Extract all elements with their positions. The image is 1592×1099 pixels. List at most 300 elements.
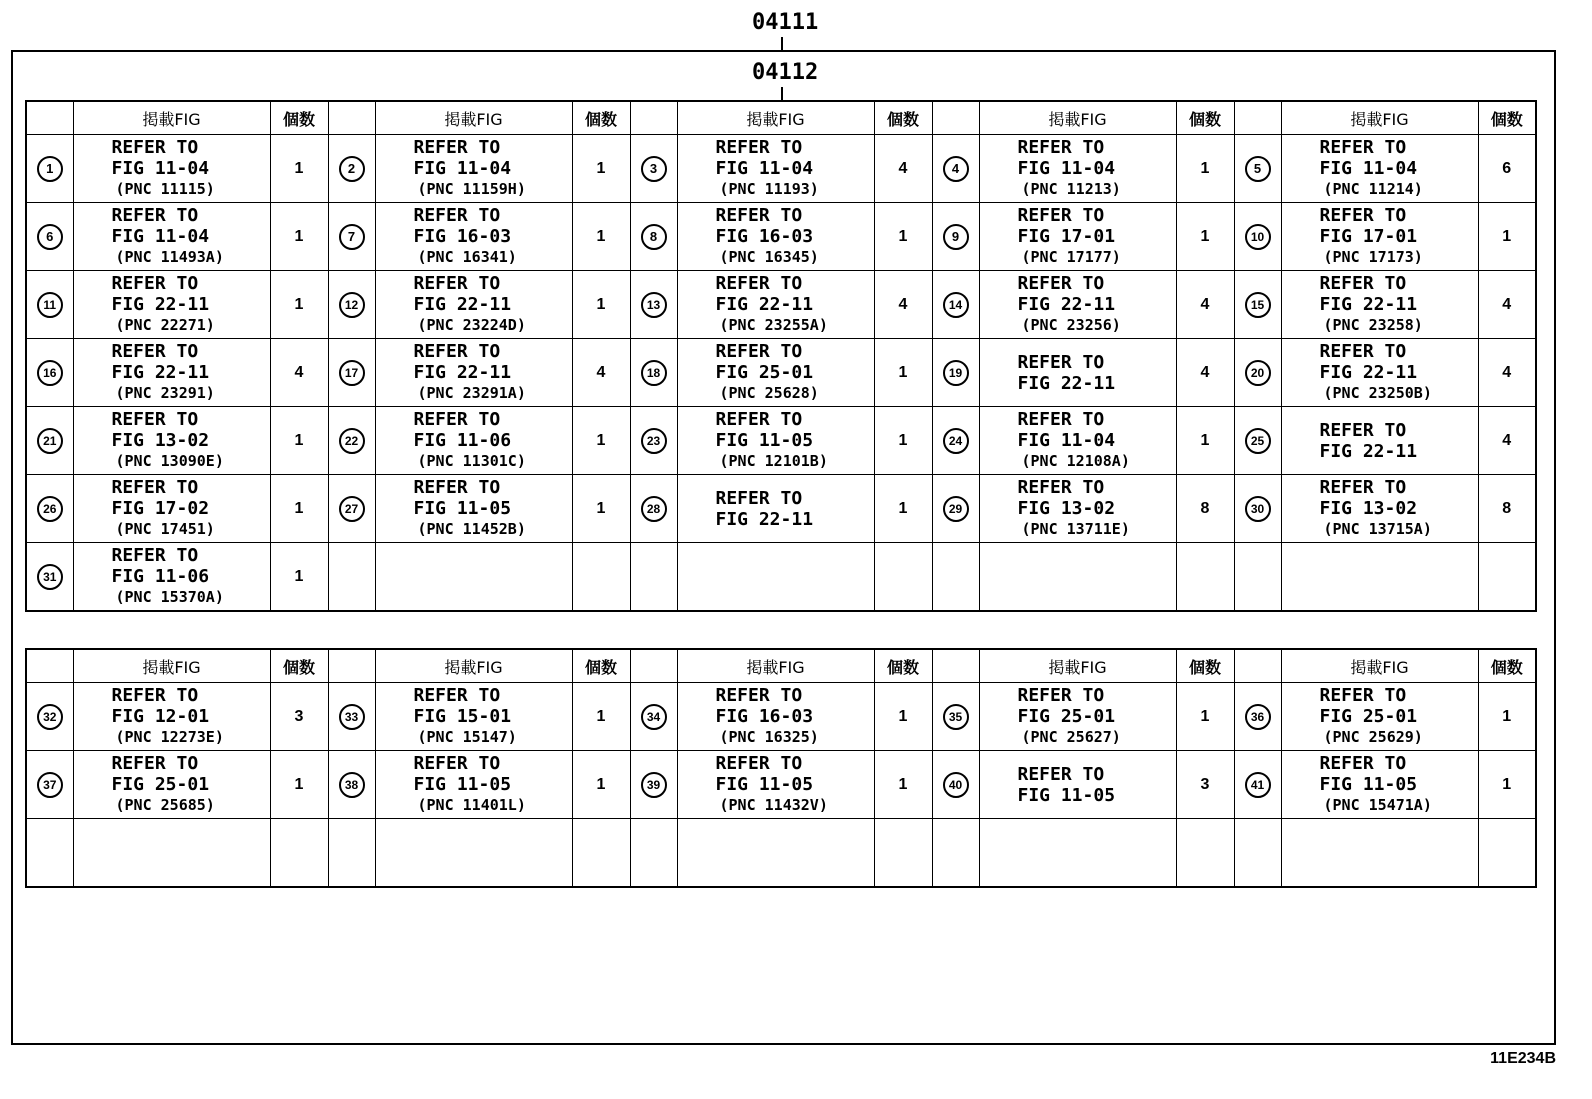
quantity-cell: 1 [270,543,328,612]
callout-number: 26 [37,496,63,522]
pnc-text: (PNC 11115) [115,180,215,198]
fig-reference-cell [677,339,874,407]
refer-to-text: REFER TO [111,477,199,498]
fig-number-text: FIG 11-04 [413,158,512,179]
fig-reference-cell [1281,751,1478,819]
refer-to-text: REFER TO [111,205,199,226]
pnc-text: (PNC 25685) [115,796,215,814]
fig-reference-cell [979,751,1176,819]
part-number-cell [328,683,375,751]
pnc-text: (PNC 17173) [1323,248,1423,266]
header-qty-cell: 個数 [270,649,328,683]
callout-number: 8 [641,224,667,250]
refer-to-text: REFER TO [715,487,803,509]
table-row [26,543,1536,612]
callout-number: 27 [339,496,365,522]
quantity-cell: 1 [1176,135,1234,203]
table-row [26,339,1536,407]
fig-reference-cell [979,683,1176,751]
part-number-cell [1234,751,1281,819]
quantity-cell: 4 [1478,271,1536,339]
pnc-text: (PNC 15471A) [1323,796,1432,814]
part-number-cell [630,203,677,271]
fig-number-text: FIG 11-06 [413,430,512,451]
pnc-text: (PNC 11401L) [417,796,526,814]
quantity-cell: 1 [270,135,328,203]
quantity-cell: 1 [874,475,932,543]
fig-reference-cell [73,543,270,612]
parts-reference-table-1 [25,100,1537,612]
refer-to-text: REFER TO [715,137,803,158]
header-number-cell [26,649,73,683]
part-number-cell [630,271,677,339]
callout-number: 20 [1245,360,1271,386]
pnc-text: (PNC 25627) [1021,728,1121,746]
quantity-cell: 4 [572,339,630,407]
callout-number: 29 [943,496,969,522]
callout-number: 34 [641,704,667,730]
part-number-cell [26,339,73,407]
part-number-cell [328,271,375,339]
callout-number: 41 [1245,772,1271,798]
fig-number-text: FIG 11-04 [111,158,210,179]
callout-number: 2 [339,156,365,182]
part-number-cell [630,135,677,203]
part-number-cell [328,751,375,819]
fig-reference-cell [979,271,1176,339]
refer-to-text: REFER TO [1319,685,1407,706]
callout-number: 32 [37,704,63,730]
fig-reference-cell [979,135,1176,203]
callout-number: 18 [641,360,667,386]
fig-number-text: FIG 13-02 [1017,498,1116,519]
fig-reference-cell [1281,819,1478,888]
refer-to-text: REFER TO [1017,205,1105,226]
quantity-cell [1176,543,1234,612]
part-number-cell [932,271,979,339]
header-qty-cell: 個数 [270,101,328,135]
part-number-cell [1234,135,1281,203]
part-number-cell [328,543,375,612]
callout-number: 24 [943,428,969,454]
part-number-cell [26,751,73,819]
part-number-cell [630,475,677,543]
pnc-text: (PNC 15147) [417,728,517,746]
refer-to-text: REFER TO [1017,409,1105,430]
callout-number: 21 [37,428,63,454]
part-number-cell [932,339,979,407]
callout-number: 23 [641,428,667,454]
refer-to-text: REFER TO [715,205,803,226]
quantity-cell: 1 [572,203,630,271]
header-fig-cell: 掲載FIG [375,649,572,683]
fig-number-text: FIG 22-11 [1319,440,1418,462]
fig-number-text: FIG 11-04 [1017,158,1116,179]
fig-reference-cell [73,819,270,888]
quantity-cell: 8 [1478,475,1536,543]
fig-reference-cell [1281,203,1478,271]
table-row [26,271,1536,339]
fig-reference-cell [1281,543,1478,612]
callout-number: 38 [339,772,365,798]
part-number-cell [26,203,73,271]
part-number-cell [630,407,677,475]
fig-reference-cell [1281,135,1478,203]
callout-number: 4 [943,156,969,182]
quantity-cell: 1 [1176,683,1234,751]
refer-to-text: REFER TO [111,685,199,706]
callout-number: 39 [641,772,667,798]
part-number-cell [1234,203,1281,271]
fig-number-text: FIG 11-05 [1319,774,1418,795]
refer-to-text: REFER TO [1319,341,1407,362]
table-row [26,203,1536,271]
pnc-text: (PNC 25629) [1323,728,1423,746]
callout-number: 13 [641,292,667,318]
header-qty-cell: 個数 [572,649,630,683]
quantity-cell: 1 [1176,203,1234,271]
fig-number-text: FIG 25-01 [111,774,210,795]
refer-to-text: REFER TO [715,409,803,430]
pnc-text: (PNC 12101B) [719,452,828,470]
fig-reference-cell [375,135,572,203]
refer-to-text: REFER TO [1319,273,1407,294]
fig-reference-cell [979,543,1176,612]
part-number-cell [932,407,979,475]
fig-reference-cell [979,819,1176,888]
part-number-cell [932,683,979,751]
table-row [26,683,1536,751]
quantity-cell: 6 [1478,135,1536,203]
callout-number: 30 [1245,496,1271,522]
pnc-text: (PNC 23258) [1323,316,1423,334]
pnc-text: (PNC 13711E) [1021,520,1130,538]
fig-reference-cell [375,819,572,888]
pnc-text: (PNC 15370A) [115,588,224,606]
quantity-cell: 4 [874,271,932,339]
table-row [26,135,1536,203]
part-number-cell [932,543,979,612]
fig-reference-cell [375,407,572,475]
part-number-cell [26,407,73,475]
fig-reference-cell [73,203,270,271]
callout-number: 40 [943,772,969,798]
fig-reference-cell [677,543,874,612]
pnc-text: (PNC 11193) [719,180,819,198]
pnc-text: (PNC 12273E) [115,728,224,746]
part-number-cell [1234,475,1281,543]
refer-to-text: REFER TO [1017,351,1105,373]
quantity-cell: 1 [874,751,932,819]
fig-number-text: FIG 22-11 [1319,362,1418,383]
fig-number-text: FIG 13-02 [111,430,210,451]
callout-number: 17 [339,360,365,386]
fig-number-text: FIG 22-11 [413,294,512,315]
fig-number-text: FIG 17-01 [1319,226,1418,247]
table-row [26,751,1536,819]
pnc-text: (PNC 11452B) [417,520,526,538]
callout-number: 25 [1245,428,1271,454]
fig-number-text: FIG 11-04 [1017,430,1116,451]
header-fig-cell: 掲載FIG [979,101,1176,135]
table-header-row [26,649,1536,683]
pnc-text: (PNC 23224D) [417,316,526,334]
part-number-cell [328,819,375,888]
header-qty-cell: 個数 [1478,101,1536,135]
callout-number: 33 [339,704,365,730]
header-qty-cell: 個数 [874,101,932,135]
quantity-cell: 1 [572,271,630,339]
refer-to-text: REFER TO [413,137,501,158]
fig-number-text: FIG 12-01 [111,706,210,727]
fig-reference-cell [1281,407,1478,475]
fig-reference-cell [979,339,1176,407]
pnc-text: (PNC 17177) [1021,248,1121,266]
refer-to-text: REFER TO [1319,205,1407,226]
fig-reference-cell [677,135,874,203]
quantity-cell: 1 [270,271,328,339]
refer-to-text: REFER TO [1017,273,1105,294]
header-number-cell [1234,101,1281,135]
table-row [26,475,1536,543]
refer-to-text: REFER TO [715,685,803,706]
quantity-cell [1478,543,1536,612]
fig-reference-cell [73,135,270,203]
header-number-cell [932,649,979,683]
callout-number: 7 [339,224,365,250]
quantity-cell: 3 [270,683,328,751]
part-number-cell [630,543,677,612]
callout-number: 22 [339,428,365,454]
fig-number-text: FIG 11-05 [413,774,512,795]
fig-number-text: FIG 22-11 [111,294,210,315]
part-number-cell [328,407,375,475]
part-number-cell [26,271,73,339]
callout-number: 36 [1245,704,1271,730]
header-fig-cell: 掲載FIG [375,101,572,135]
header-qty-cell: 個数 [1176,649,1234,683]
pnc-text: (PNC 16341) [417,248,517,266]
refer-to-text: REFER TO [715,341,803,362]
table-header-row [26,101,1536,135]
assembly-leader-line [781,37,783,51]
table-row [26,819,1536,888]
header-fig-cell: 掲載FIG [73,649,270,683]
fig-reference-cell [677,683,874,751]
quantity-cell: 8 [1176,475,1234,543]
refer-to-text: REFER TO [413,205,501,226]
fig-reference-cell [73,407,270,475]
fig-reference-cell [73,683,270,751]
fig-reference-cell [375,543,572,612]
quantity-cell: 4 [1176,339,1234,407]
fig-number-text: FIG 25-01 [1319,706,1418,727]
part-number-cell [932,135,979,203]
pnc-text: (PNC 11214) [1323,180,1423,198]
fig-reference-cell [375,203,572,271]
header-number-cell [328,649,375,683]
fig-number-text: FIG 16-03 [413,226,512,247]
header-number-cell [630,101,677,135]
header-fig-cell: 掲載FIG [677,101,874,135]
fig-number-text: FIG 22-11 [715,294,814,315]
quantity-cell: 4 [874,135,932,203]
part-number-cell [630,339,677,407]
pnc-text: (PNC 11301C) [417,452,526,470]
fig-number-text: FIG 22-11 [1319,294,1418,315]
quantity-cell: 1 [270,407,328,475]
part-number-cell [1234,543,1281,612]
part-number-cell [1234,339,1281,407]
table-row [26,407,1536,475]
fig-reference-cell [73,475,270,543]
pnc-text: (PNC 22271) [115,316,215,334]
header-qty-cell: 個数 [874,649,932,683]
fig-number-text: FIG 22-11 [111,362,210,383]
header-number-cell [26,101,73,135]
fig-number-text: FIG 11-04 [1319,158,1418,179]
fig-reference-cell [979,407,1176,475]
refer-to-text: REFER TO [111,409,199,430]
quantity-cell: 4 [270,339,328,407]
pnc-text: (PNC 11159H) [417,180,526,198]
refer-to-text: REFER TO [1017,763,1105,785]
quantity-cell [270,819,328,888]
part-number-cell [1234,271,1281,339]
refer-to-text: REFER TO [413,753,501,774]
header-qty-cell: 個数 [572,101,630,135]
pnc-text: (PNC 23291A) [417,384,526,402]
quantity-cell: 1 [270,475,328,543]
quantity-cell: 3 [1176,751,1234,819]
pnc-text: (PNC 23255A) [719,316,828,334]
callout-number: 19 [943,360,969,386]
header-fig-cell: 掲載FIG [677,649,874,683]
fig-reference-cell [677,203,874,271]
fig-reference-cell [73,751,270,819]
header-qty-cell: 個数 [1478,649,1536,683]
part-number-cell [328,339,375,407]
subassembly-leader-line [781,87,783,100]
fig-reference-cell [1281,339,1478,407]
callout-number: 37 [37,772,63,798]
quantity-cell [1478,819,1536,888]
refer-to-text: REFER TO [111,545,199,566]
refer-to-text: REFER TO [111,137,199,158]
part-number-cell [1234,819,1281,888]
quantity-cell: 1 [1478,751,1536,819]
part-number-cell [26,135,73,203]
quantity-cell: 1 [874,203,932,271]
header-qty-cell: 個数 [1176,101,1234,135]
quantity-cell: 1 [572,135,630,203]
header-fig-cell: 掲載FIG [1281,649,1478,683]
pnc-text: (PNC 11213) [1021,180,1121,198]
fig-number-text: FIG 17-01 [1017,226,1116,247]
subassembly-label: 04112 [752,60,819,85]
refer-to-text: REFER TO [413,273,501,294]
quantity-cell: 1 [572,751,630,819]
refer-to-text: REFER TO [1319,137,1407,158]
refer-to-text: REFER TO [1017,137,1105,158]
fig-reference-cell [375,683,572,751]
quantity-cell: 1 [874,339,932,407]
pnc-text: (PNC 16345) [719,248,819,266]
refer-to-text: REFER TO [1017,477,1105,498]
callout-number: 10 [1245,224,1271,250]
quantity-cell [572,819,630,888]
pnc-text: (PNC 25628) [719,384,819,402]
callout-number: 15 [1245,292,1271,318]
refer-to-text: REFER TO [413,409,501,430]
fig-number-text: FIG 25-01 [1017,706,1116,727]
refer-to-text: REFER TO [413,685,501,706]
header-number-cell [1234,649,1281,683]
refer-to-text: REFER TO [413,341,501,362]
refer-to-text: REFER TO [111,273,199,294]
fig-number-text: FIG 11-06 [111,566,210,587]
fig-number-text: FIG 11-05 [715,430,814,451]
quantity-cell: 4 [1478,407,1536,475]
fig-number-text: FIG 17-02 [111,498,210,519]
refer-to-text: REFER TO [1319,477,1407,498]
callout-number: 3 [641,156,667,182]
part-number-cell [26,819,73,888]
fig-number-text: FIG 11-05 [1017,784,1116,806]
callout-number: 28 [641,496,667,522]
pnc-text: (PNC 23291) [115,384,215,402]
fig-number-text: FIG 22-11 [413,362,512,383]
pnc-text: (PNC 13715A) [1323,520,1432,538]
refer-to-text: REFER TO [413,477,501,498]
fig-reference-cell [73,339,270,407]
refer-to-text: REFER TO [111,341,199,362]
quantity-cell: 1 [572,475,630,543]
quantity-cell: 4 [1176,271,1234,339]
header-number-cell [630,649,677,683]
part-number-cell [932,203,979,271]
callout-number: 1 [37,156,63,182]
refer-to-text: REFER TO [111,753,199,774]
part-number-cell [26,475,73,543]
header-number-cell [932,101,979,135]
part-number-cell [630,819,677,888]
fig-reference-cell [979,475,1176,543]
fig-reference-cell [1281,271,1478,339]
quantity-cell: 1 [572,407,630,475]
part-number-cell [630,751,677,819]
fig-number-text: FIG 11-04 [111,226,210,247]
refer-to-text: REFER TO [1017,685,1105,706]
fig-reference-cell [375,751,572,819]
callout-number: 6 [37,224,63,250]
pnc-text: (PNC 23250B) [1323,384,1432,402]
fig-number-text: FIG 25-01 [715,362,814,383]
fig-number-text: FIG 22-11 [1017,372,1116,394]
pnc-text: (PNC 11432V) [719,796,828,814]
quantity-cell: 1 [572,683,630,751]
fig-reference-cell [375,475,572,543]
fig-reference-cell [375,271,572,339]
part-number-cell [1234,683,1281,751]
quantity-cell: 1 [874,407,932,475]
refer-to-text: REFER TO [1319,419,1407,441]
fig-number-text: FIG 16-03 [715,226,814,247]
part-number-cell [26,683,73,751]
fig-reference-cell [1281,683,1478,751]
refer-to-text: REFER TO [715,273,803,294]
refer-to-text: REFER TO [1319,753,1407,774]
